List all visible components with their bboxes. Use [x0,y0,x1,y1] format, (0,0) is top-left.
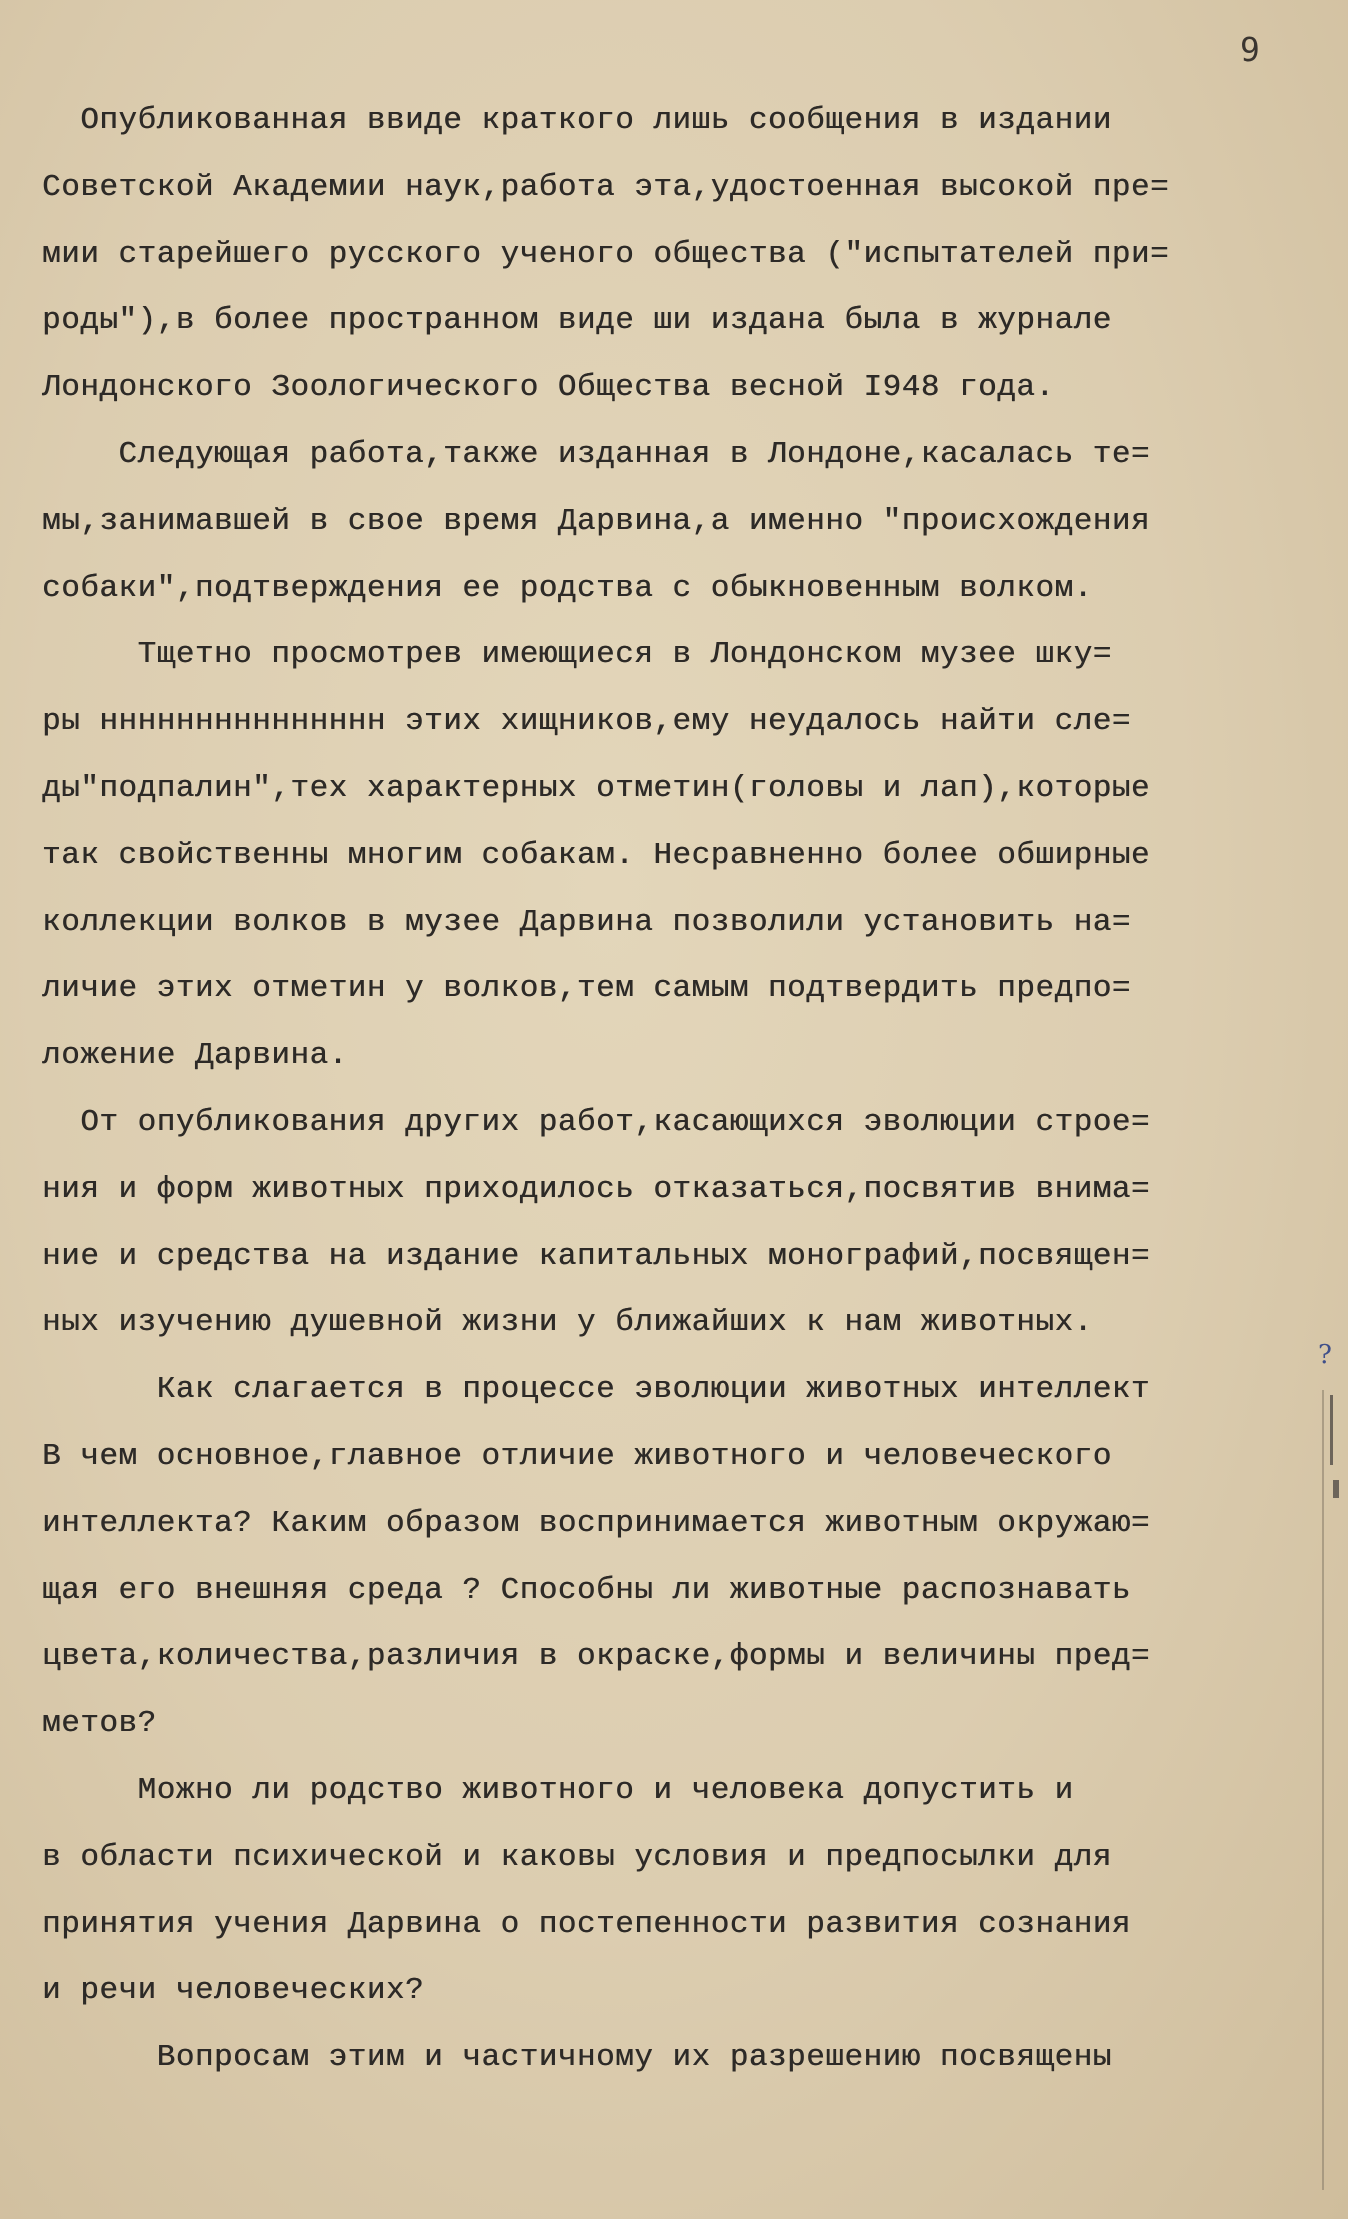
body-text [42,88,1342,2092]
text-line: ложение Дарвина. [42,1038,348,1074]
text-line: Следующая работа,также изданная в Лондоне,касалась те= [42,436,1150,472]
text-line: Опубликованная ввиде краткого лишь сообщения в издании [42,103,1112,138]
text-line: и речи человеческих? [42,1973,425,2009]
text-line: ды"подпалин",тех характерных отметин(головы и лап),которые [42,770,1150,806]
text-line: принятия учения Дарвина о постепенности развития сознания [42,1906,1131,1942]
text-line: в области психической и каковы условия и предпосылки для [42,1839,1112,1875]
text-line: Тщетно просмотрев имеющиеся в Лондонском музее шку= [42,637,1112,673]
text-line: ние и средства на издание капитальных монографий,посвящен= [42,1238,1150,1274]
text-line: мы,занимавшей в свое время Дарвина,а именно "происхождения [42,503,1150,539]
text-line: личие этих отметин у волков,тем самым подтвердить предпо= [42,971,1131,1007]
text-line: так свойственны многим собакам. Несравненно более обширные [42,837,1150,873]
text-line: коллекции волков в музее Дарвина позволили установить на= [42,904,1131,940]
text-line: ры ннннннннннннннн этих хищников,ему неудалось найти сле= [42,704,1131,740]
margin-ink-mark [1330,1395,1333,1465]
page-edge-line [1322,1390,1324,2190]
text-line: щая его внешняя среда ? Способны ли животные распознавать [42,1572,1131,1608]
page-number: 9 [1240,30,1261,69]
text-line: Как слагается в процессе эволюции животных интеллект [42,1372,1150,1408]
text-line: собаки",подтверждения ее родства с обыкновенным волком. [42,570,1093,606]
text-line: интеллекта? Каким образом воспринимается животным окружаю= [42,1505,1150,1541]
text-line: ных изучению душевной жизни у ближайших к нам животных. [42,1305,1093,1341]
text-line: Можно ли родство животного и человека допустить и [42,1772,1074,1808]
text-line: ния и форм животных приходилось отказаться,посвятив внима= [42,1171,1150,1207]
text-line: мии старейшего русского ученого общества ("испытателей при= [42,236,1170,272]
text-line: метов? [42,1706,157,1742]
text-line: цвета,количества,различия в окраске,формы и величины пред= [42,1639,1150,1675]
margin-ink-mark [1333,1480,1339,1498]
text-line: роды"),в более пространном виде ши издана была в журнале [42,303,1112,339]
text-line: От опубликования других работ,касающихся эволюции строе= [42,1104,1150,1140]
text-line: В чем основное,главное отличие животного и человеческого [42,1438,1112,1474]
handwritten-question-mark: ? [1318,1340,1332,1370]
text-line: Советской Академии наук,работа эта,удостоенная высокой пре= [42,169,1170,205]
text-line: Лондонского Зоологического Общества весной I948 года. [42,370,1055,406]
text-line: Вопросам этим и частичному их разрешению посвящены [42,2040,1112,2076]
